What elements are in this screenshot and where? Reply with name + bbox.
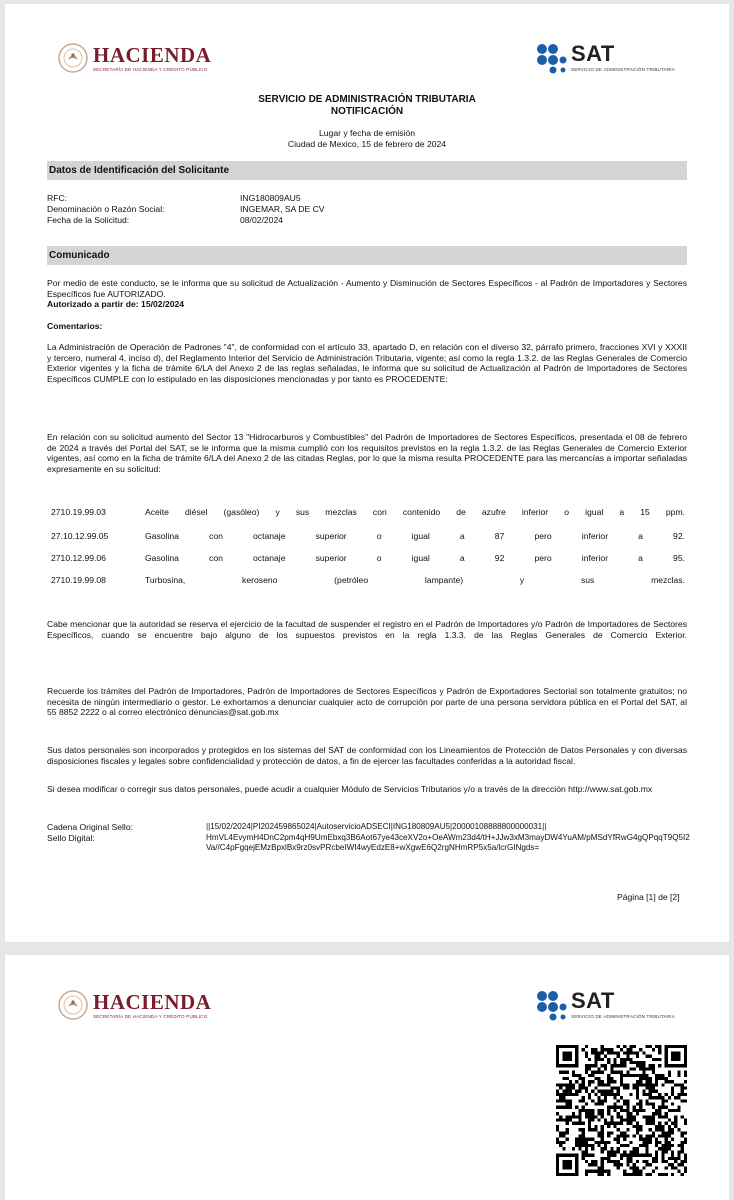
qr-finder-pattern	[556, 1045, 578, 1067]
comentarios-label: Comentarios:	[47, 321, 103, 331]
title-line-1: SERVICIO DE ADMINISTRACIÓN TRIBUTARIA	[258, 94, 476, 105]
section-header-solicitante: Datos de Identificación del Solicitante	[47, 161, 687, 180]
mercancia-desc: Turbosina, keroseno (petróleo lampante) y sus mezclas.	[145, 575, 685, 585]
sat-logo	[535, 42, 675, 74]
sello-block	[206, 822, 692, 854]
document-page-2	[5, 955, 729, 1200]
hacienda-logo	[57, 989, 211, 1021]
fecha-solicitud-value: 08/02/2024	[240, 215, 284, 225]
paragraph-tramites-gratuitos: Recuerde los trámites del Padrón de Importadores, Padrón de Importadores de Sectores Específicos y Padrón de Exportadores Sectorial son totalmente gratuitos; no necesita de ningún intermediario o gestor. Le exhortamos a denunciar cualquier acto de corrupción por parte de una persona servidora pública en el Portal del SAT, al 55 8852 2222 o al correo electrónico denuncias@sat.gob.mx	[47, 686, 687, 718]
paragraph-datos-personales: Sus datos personales son incorporados y protegidos en los sistemas del SAT de conformidad con los Lineamientos de Protección de Datos Personales y con diversas disposiciones fiscales y legales sobre confidencialidad y protección de datos, a fin de ejercer las facultades conferidas a la autoridad fiscal.	[47, 745, 687, 766]
mercancia-item	[51, 507, 685, 517]
razon-social-value: INGEMAR, SA DE CV	[240, 204, 325, 214]
place-date	[5, 128, 729, 149]
section-header-comunicado: Comunicado	[47, 246, 687, 265]
sello-digital-label: Sello Digital:	[47, 833, 95, 843]
mercancia-code: 2710.19.99.03	[51, 507, 106, 517]
paragraph-solicitud: En relación con su solicitud aumento del Sector 13 "Hidrocarburos y Combustibles" del Padrón de Importadores de Sectores Específicos, presentada el 08 de febrero de 2024 a través del Portal del SAT, se le informa que la misma cumplió con los requisitos previstos en la regla 1.3.2. de las Reglas Generales de Comercio Exterior vigentes, así como en la ficha de trámite 6/LA del Anexo 2 de las citadas Reglas, por lo que la misma resulta PROCEDENTE para las mercancías a importar señaladas expresamente en su solicitud:	[47, 432, 687, 474]
paragraph-modificar-datos: Si desea modificar o corregir sus datos personales, puede acudir a cualquier Módulo de Servicios Tributarios y/o a través de la dirección http://www.sat.gob.mx	[47, 784, 653, 794]
mercancia-code: 2710.12.99.06	[51, 553, 106, 563]
place-value: Ciudad de Mexico, 15 de febrero de 2024	[287, 138, 447, 149]
cadena-original-label: Cadena Original Sello:	[47, 822, 133, 832]
mercancia-code: 27.10.12.99.05	[51, 531, 109, 541]
mercancia-item	[51, 531, 685, 541]
sat-logo	[535, 989, 675, 1021]
hacienda-name: HACIENDA	[93, 42, 212, 67]
hacienda-subtitle: SECRETARÍA DE HACIENDA Y CRÉDITO PÚBLICO	[93, 1013, 208, 1019]
place-label: Lugar y fecha de emisión	[318, 128, 416, 138]
cadena-original-value: ||15/02/2024|PI202459865024|AutoservicioADSECI|ING180809AU5|20000108888800000031||	[206, 822, 547, 831]
mercancia-item	[51, 575, 685, 585]
title-line-2: NOTIFICACIÓN	[330, 106, 404, 117]
mercancia-code: 2710.19.99.08	[51, 575, 106, 585]
comunicado-intro: Por medio de este conducto, se le informa que su solicitud de Actualización - Aumento y Disminución de Sectores Específicos - al Padrón de Importadores y Sectores Específicos fue AUTORIZADO.	[47, 278, 687, 299]
rfc-value: ING180809AU5	[240, 193, 301, 203]
mercancia-desc: Aceite diésel (gasóleo) y sus mezclas con contenido de azufre inferior o igual a 15 ppm.	[145, 507, 685, 517]
mercancia-desc: Gasolina con octanaje superior o igual a 87 pero inferior a 92.	[145, 531, 685, 541]
sat-subtitle: SERVICIO DE ADMINISTRACIÓN TRIBUTARIA	[571, 1014, 675, 1019]
mexico-seal-icon	[57, 989, 89, 1021]
sat-dots-icon	[535, 42, 567, 74]
hacienda-subtitle: SECRETARÍA DE HACIENDA Y CRÉDITO PÚBLICO	[93, 66, 208, 72]
hacienda-logo	[57, 42, 211, 74]
qr-finder-pattern	[556, 1154, 578, 1176]
hacienda-name: HACIENDA	[93, 989, 212, 1014]
paragraph-suspension: Cabe mencionar que la autoridad se reserva el ejercicio de la facultad de suspender el registro en el Padrón de Importadores y/o Padrón de Importadores de Sectores Específicos, cuando se encuentre bajo alguno de los supuestos previstos en la regla 1.3.3. de las Reglas Generales de Comercio Exterior.	[47, 619, 687, 640]
razon-social-label: Denominación o Razón Social:	[47, 204, 165, 214]
sat-dots-icon	[535, 989, 567, 1021]
sat-name: SAT	[571, 41, 615, 66]
sat-name: SAT	[571, 988, 615, 1013]
document-page-1	[5, 4, 729, 942]
page-number: Página [1] de [2]	[617, 892, 680, 902]
mercancia-item	[51, 553, 685, 563]
qr-finder-pattern	[665, 1045, 687, 1067]
fecha-solicitud-label: Fecha de la Solicitud:	[47, 215, 130, 225]
mexico-seal-icon	[57, 42, 89, 74]
sat-subtitle: SERVICIO DE ADMINISTRACIÓN TRIBUTARIA	[571, 67, 675, 72]
document-title	[5, 94, 729, 118]
sello-digital-value: HmVL4EvymH4DnC2pm4qH9UmEbxq3B6Aot67ye43ceXV2o+OeAWm23d4/tH+JJw3xM3mayDW4YuAM/pMSdYfRwG4gQPqqT9Q5I2Va//C4pFgqejEMzBpxlBx9rz0svPRcbeIWI4wyEdzE8+wXgwE6Q2rgNHmRP5x5a/lcrGINgds=	[206, 832, 690, 853]
autorizado-date: Autorizado a partir de: 15/02/2024	[47, 299, 185, 309]
rfc-label: RFC:	[47, 193, 68, 203]
paragraph-procedente: La Administración de Operación de Padrones "4", de conformidad con el artículo 33, apartado D, en relación con el diverso 32, párrafo primero, fracciones XVI y XXXII y tercero, numeral 4, inciso d), del Reglamento Interior del Servicio de Administración Tributaria, vigente; así como la regla 1.3.2. de las Reglas Generales de Comercio Exterior vigentes y la ficha de trámite 6/LA del Anexo 2 de las reglas señaladas, le informa que su solicitud de Actualización al Padrón de Importadores de Sectores Específicos CUMPLE con lo estipulado en las disposiciones mencionadas y por tanto es PROCEDENTE:	[47, 342, 687, 384]
mercancia-desc: Gasolina con octanaje superior o igual a 92 pero inferior a 95.	[145, 553, 685, 563]
qr-code	[556, 1045, 687, 1176]
